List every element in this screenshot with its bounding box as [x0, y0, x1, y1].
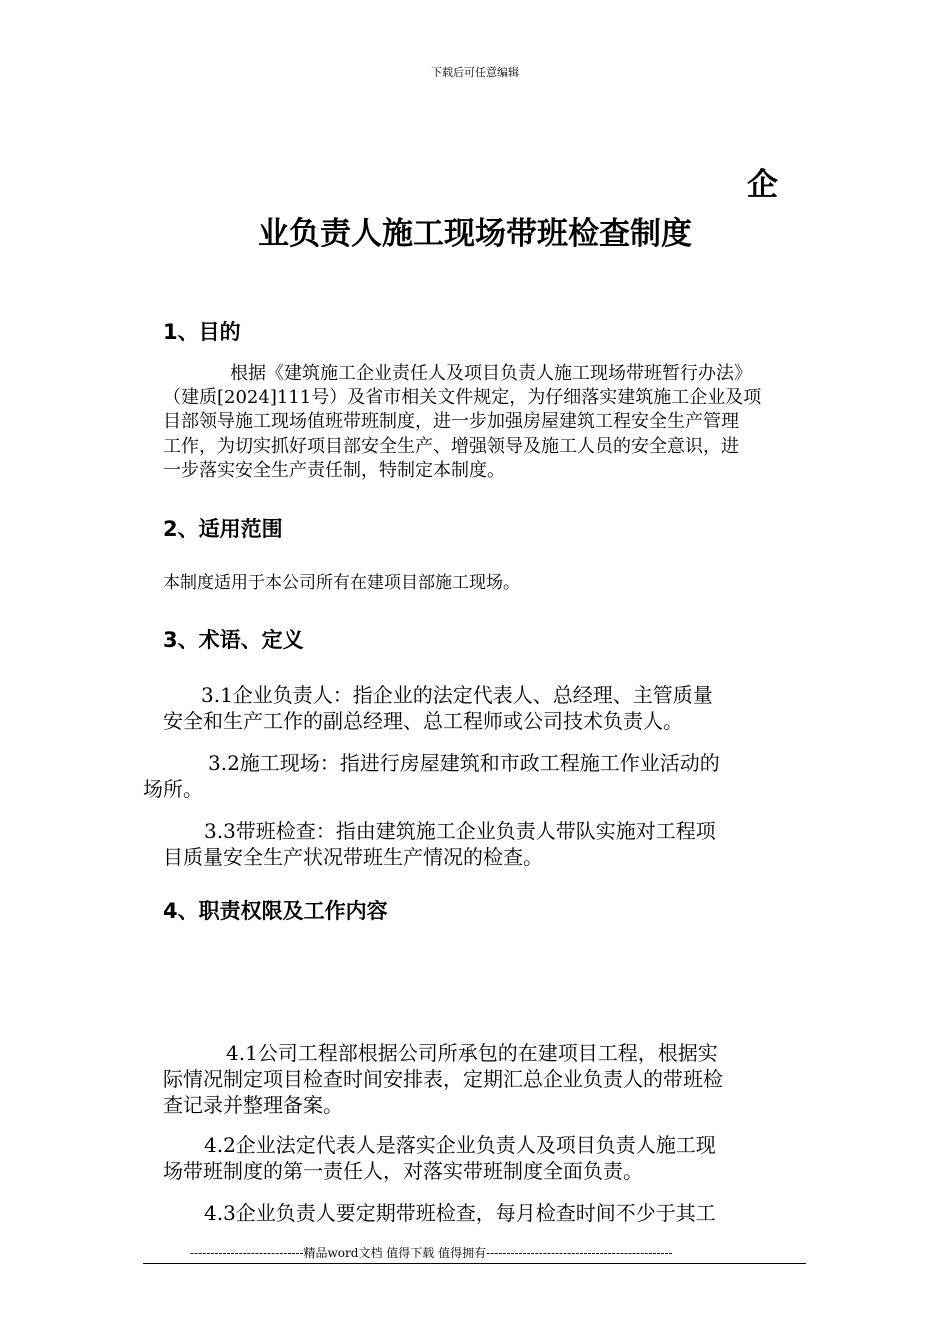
- paragraph-line: 3.1企业负责人：指企业的法定代表人、总经理、主管质量: [201, 683, 713, 707]
- section-heading-scope: 2、适用范围: [163, 517, 283, 541]
- paragraph-line: 场所。: [143, 777, 203, 801]
- paragraph-line: 根据《建筑施工企业责任人及项目负责人施工现场带班暂行办法》: [230, 363, 752, 384]
- footer-note: ----------------------------精品word文档 值得下载 值得拥有----------------------------------------------: [190, 1246, 673, 1260]
- title-first-char: 企: [747, 167, 778, 203]
- paragraph-line: 4.2企业法定代表人是落实企业负责人及项目负责人施工现: [204, 1133, 716, 1157]
- section-heading-purpose: 1、目的: [163, 320, 241, 344]
- document-title: 业负责人施工现场带班检查制度: [258, 216, 692, 252]
- section-heading-definitions: 3、术语、定义: [163, 628, 304, 652]
- section-heading-responsibilities: 4、职责权限及工作内容: [163, 899, 388, 923]
- paragraph-line: 4.3企业负责人要定期带班检查，每月检查时间不少于其工: [204, 1201, 716, 1225]
- paragraph-line: 际情况制定项目检查时间安排表，定期汇总企业负责人的带班检: [163, 1067, 723, 1091]
- footer-divider: [143, 1263, 806, 1264]
- paragraph-line: 4.1公司工程部根据公司所承包的在建项目工程，根据实: [226, 1041, 718, 1065]
- paragraph-line: 3.2施工现场：指进行房屋建筑和市政工程施工作业活动的: [208, 751, 720, 775]
- paragraph-line: 目质量安全生产状况带班生产情况的检查。: [163, 845, 543, 869]
- header-note: 下载后可任意编辑: [431, 66, 519, 79]
- paragraph-line: 场带班制度的第一责任人，对落实带班制度全面负责。: [163, 1159, 643, 1183]
- paragraph-line: 3.3带班检查：指由建筑施工企业负责人带队实施对工程项: [204, 819, 716, 843]
- paragraph-line: 安全和生产工作的副总经理、总工程师或公司技术负责人。: [163, 709, 683, 733]
- paragraph-scope: 本制度适用于本公司所有在建项目部施工现场。: [163, 573, 520, 593]
- paragraph-line: 查记录并整理备案。: [163, 1093, 343, 1117]
- paragraph-line: （建质[2024]111号）及省市相关文件规定，为仔细落实建筑施工企业及项: [163, 387, 762, 408]
- paragraph-line: 一步落实安全生产责任制，特制定本制度。: [163, 460, 505, 481]
- paragraph-line: 工作，为切实抓好项目部安全生产、增强领导及施工人员的安全意识，进: [163, 436, 739, 457]
- paragraph-line: 目部领导施工现场值班带班制度，进一步加强房屋建筑工程安全生产管理: [163, 411, 739, 432]
